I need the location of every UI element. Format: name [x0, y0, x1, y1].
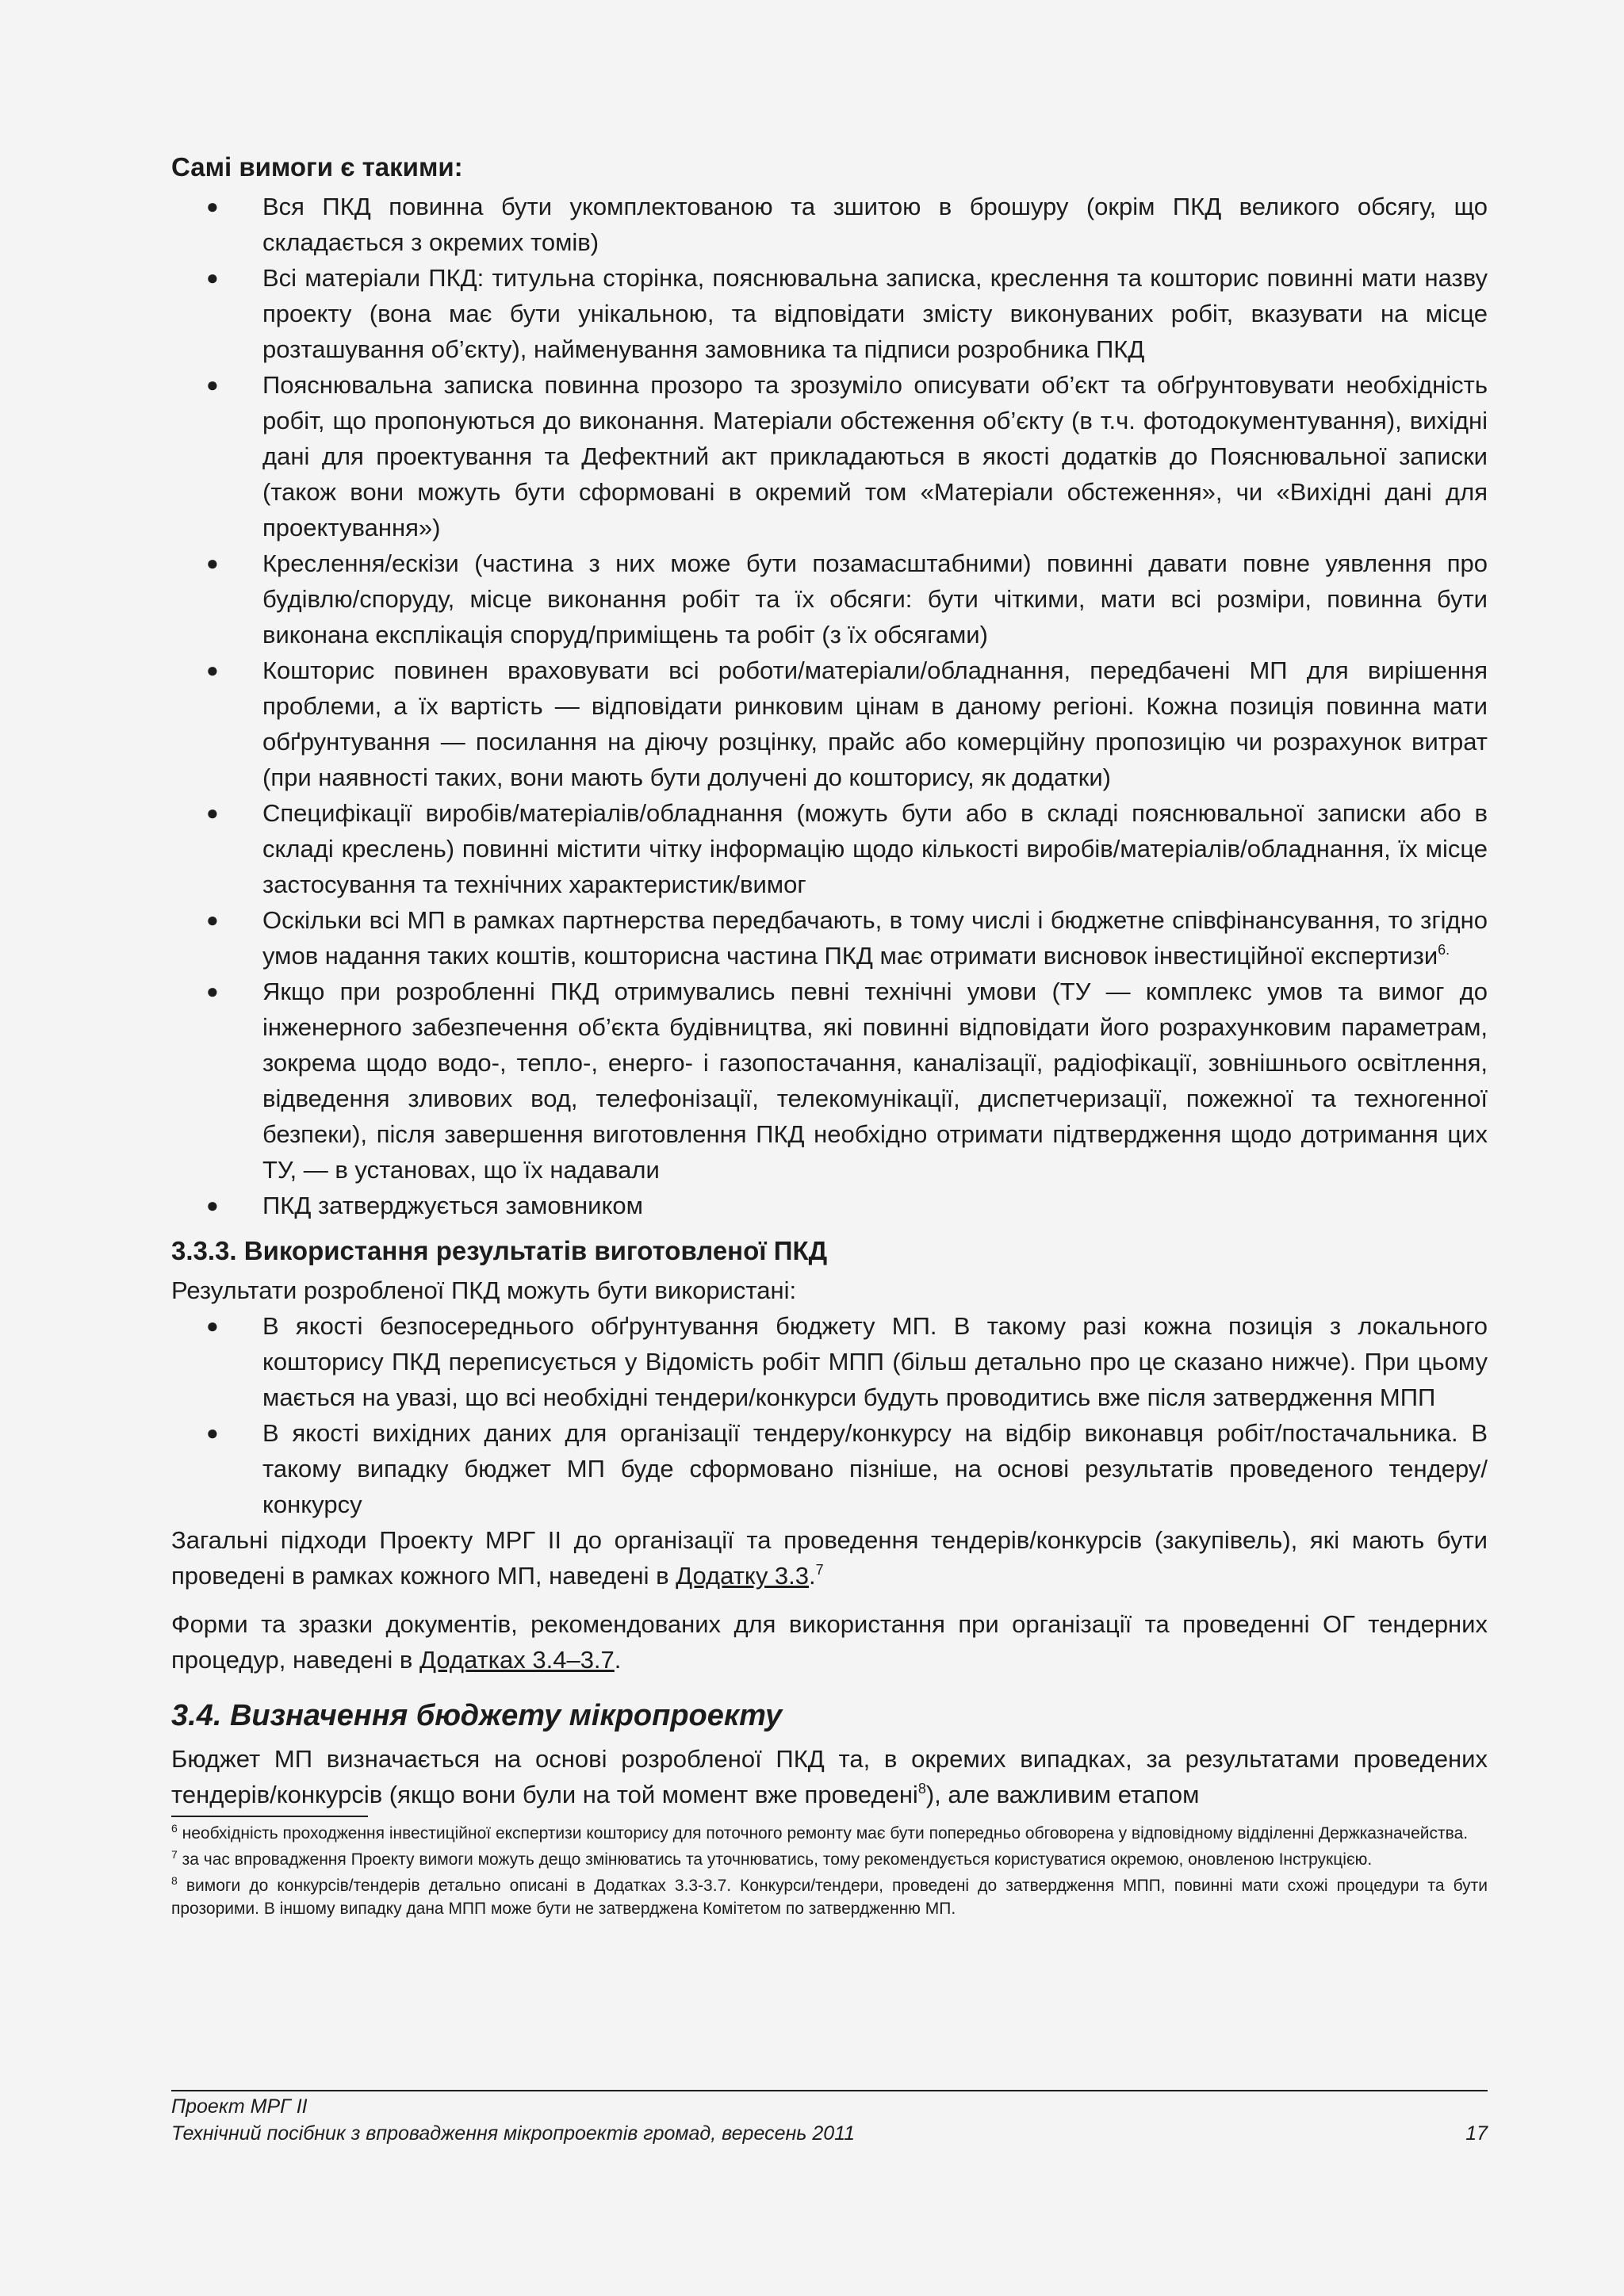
- footnote-ref-8[interactable]: 8: [917, 1781, 926, 1797]
- requirements-heading: Самі вимоги є такими:: [171, 152, 463, 182]
- footnote-8: $^8$ вимоги до конкурсів/тендерів детально описані в Додатках 3.3-3.7. Конкурси/тендери, проведені до затвердження МПП, повинні мати схожі процедури та бути прозорими. В іншому випадку дана МПП може бути не затверджена Комітетом по затвердженню МП.: [171, 1874, 1488, 1918]
- page-footer: [171, 2090, 1488, 2147]
- document-forms-paragraph: Форми та зразки документів, рекомендованих для використання при організації та проведенні ОГ тендерних процедур, наведені в Додатках 3.4–3.7.: [171, 1610, 1488, 1674]
- appendix-3-3-link[interactable]: Додатку 3.3: [676, 1562, 810, 1590]
- bullet-icon: ●: [206, 194, 219, 218]
- list-item: ● Оскільки всі МП в рамках партнерства передбачають, в тому числі і бюджетне співфінансування, то згідно умов надання таких коштів, кошторисна частина ПКД має отримати висновок інвестиційної експертизи$^{6.}$: [171, 902, 1488, 974]
- section-333-heading: 3.3.3. Використання результатів виготовленої ПКД: [171, 1236, 828, 1265]
- list-item: ● В якості вихідних даних для організації тендеру/конкурсу на відбір виконавця робіт/постачальника. В такому випадку бюджет МП буде сформовано пізніше, на основі результатів проведеного тендеру/конкурсу: [171, 1415, 1488, 1522]
- budget-paragraph: Бюджет МП визначається на основі розробленої ПКД та, в окремих випадках, за результатами проведених тендерів/конкурсів (якщо вони були на той момент вже проведені$^8$), але важливим етапом: [171, 1745, 1488, 1808]
- list-item: ● Кошторис повинен враховувати всі роботи/матеріали/обладнання, передбачені МП для вирішення проблеми, а їх вартість — відповідати ринковим цінам в даному регіоні. Кожна позиція повинна мати обґрунтування — посилання на діючу розцінку, прайс або комерційну пропозицію чи розрахунок витрат (при наявності таких, вони мають бути долучені до кошторису, як додатки): [171, 652, 1488, 795]
- bullet-icon: ●: [206, 1421, 219, 1445]
- footer-project: Проект МРГ II: [171, 2095, 308, 2118]
- results-usage-list: [171, 1308, 1488, 1522]
- footnote-ref-7[interactable]: 7: [815, 1562, 824, 1578]
- list-item: ● Креслення/ескізи (частина з них може бути позамасштабними) повинні давати повне уявлення про будівлю/споруду, місце виконання робіт та їх обсяги: бути чіткими, мати всі розміри, повинна бути виконана експлікація споруд/приміщень та робіт (з їх обсягами): [171, 545, 1488, 652]
- bullet-icon: ●: [206, 801, 219, 825]
- tender-approaches-paragraph: Загальні підходи Проекту МРГ II до організації та проведення тендерів/конкурсів (закупівель), які мають бути проведені в рамках кожного МП, наведені в Додатку 3.3.$^7$: [171, 1526, 1488, 1590]
- bullet-icon: ●: [206, 266, 219, 289]
- bullet-icon: ●: [206, 908, 219, 932]
- page-number: 17: [1465, 2122, 1488, 2145]
- list-item: ● Якщо при розробленні ПКД отримувались певні технічні умови (ТУ — комплекс умов та вимог до інженерного забезпечення об’єкта будівництва, які повинні відповідати його розрахунковим параметрам, зокрема щодо водо-, тепло-, енерго- і газопостачання, каналізації, радіофікації, зовнішнього освітлення, відведення зливових вод, телефонізації, телекомунікації, диспетчеризації, пожежної та техногенної безпеки), після завершення виготовлення ПКД необхідно отримати підтвердження щодо дотримання цих ТУ, — в установах, що їх надавали: [171, 974, 1488, 1188]
- section-34-heading: 3.4. Визначення бюджету мікропроекту: [171, 1699, 783, 1732]
- bullet-icon: ●: [206, 658, 219, 682]
- bullet-icon: ●: [206, 551, 219, 575]
- list-item: ● Специфікації виробів/матеріалів/обладнання (можуть бути або в складі пояснювальної записки або в складі креслень) повинні містити чітку інформацію щодо кількості виробів/матеріалів/обладнання, їх місце застосування та технічних характеристик/вимог: [171, 795, 1488, 902]
- footnote-6: $^6$ необхідність проходження інвестиційної експертизи кошторису для поточного ремонту має бути попередньо обговорена у відповідному відділенні Держказначейства.: [171, 1822, 1469, 1843]
- bullet-icon: ●: [206, 1193, 219, 1217]
- bullet-icon: ●: [206, 373, 219, 396]
- footnote-ref-6[interactable]: 6.: [1438, 942, 1450, 958]
- requirements-list: [171, 189, 1488, 1223]
- list-item: ● Вся ПКД повинна бути укомплектованою та зшитою в брошуру (окрім ПКД великого обсягу, що складається з окремих томів): [171, 189, 1488, 260]
- list-item: ● В якості безпосереднього обґрунтування бюджету МП. В такому разі кожна позиція з локального кошторису ПКД переписується у Відомість робіт МПП (більш детально про це сказано нижче). При цьому мається на увазі, що всі необхідні тендери/конкурси будуть проводитись вже після затвердження МПП: [171, 1308, 1488, 1415]
- page-content: [171, 149, 1488, 1923]
- footer-manual-title: Технічний посібник з впровадження мікропроектів громад, вересень 2011: [171, 2122, 856, 2145]
- appendix-3-4-3-7-link[interactable]: Додатках 3.4–3.7: [419, 1646, 615, 1674]
- list-item: ● Пояснювальна записка повинна прозоро та зрозуміло описувати об’єкт та обґрунтовувати необхідність робіт, що пропонуються до виконання. Матеріали обстеження об’єкту (в т.ч. фотодокументування), вихідні дані для проектування та Дефектний акт прикладаються в якості додатків до Пояснювальної записки (також вони можуть бути сформовані в окремий том «Матеріали обстеження», чи «Вихідні дані для проектування»): [171, 367, 1488, 545]
- bullet-icon: ●: [206, 979, 219, 1003]
- footnote-divider: [171, 1816, 368, 1817]
- bullet-icon: ●: [206, 1314, 219, 1337]
- footnotes: [171, 1822, 1488, 1920]
- footnote-7: $^7$ за час впровадження Проекту вимоги можуть дещо змінюватись та уточнюватись, тому рекомендується користуватися окремою, оновленою Інструкцією.: [171, 1848, 1373, 1869]
- section-333-intro: Результати розробленої ПКД можуть бути використані:: [171, 1276, 797, 1304]
- list-item: ● Всі матеріали ПКД: титульна сторінка, пояснювальна записка, креслення та кошторис повинні мати назву проекту (вона має бути унікальною, та відповідати змісту виконуваних робіт, вказувати на місце розташування об’єкту), найменування замовника та підписи розробника ПКД: [171, 260, 1488, 367]
- list-item: ● ПКД затверджується замовником: [171, 1188, 1488, 1223]
